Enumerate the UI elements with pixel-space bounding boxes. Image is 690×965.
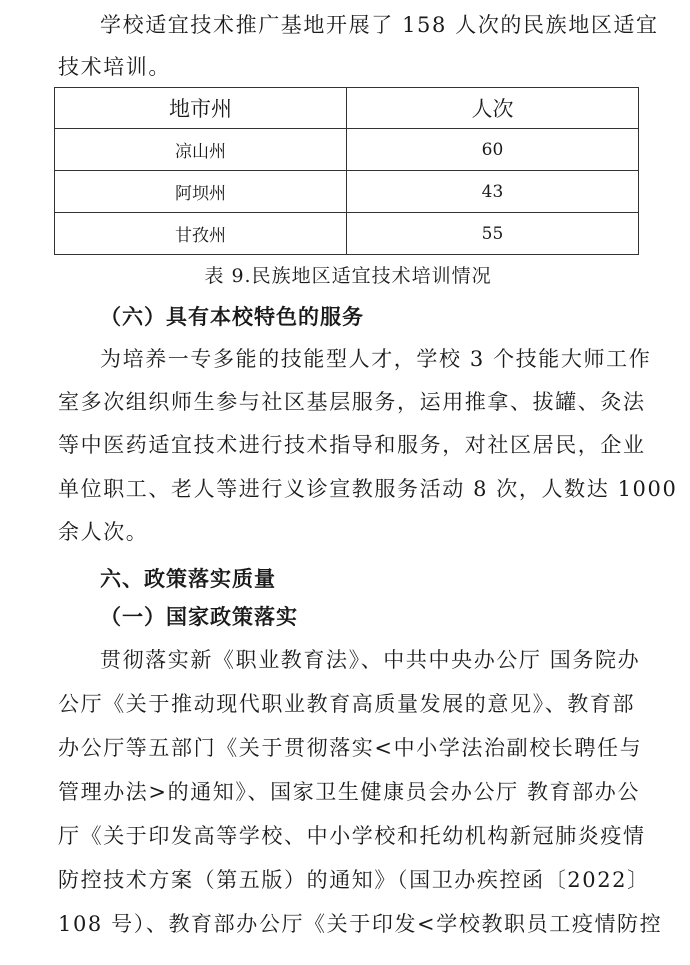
region-cell: 阿坝州 xyxy=(55,171,347,213)
paragraph-line: 办公厅等五部门《关于贯彻落实<中小学法治副校长聘任与 xyxy=(58,736,643,760)
section-heading-national-policy: （一）国家政策落实 xyxy=(100,604,298,629)
paragraph-line: 厅《关于印发高等学校、中小学校和托幼机构新冠肺炎疫情 xyxy=(58,824,646,848)
paragraph-line: 等中医药适宜技术进行技术指导和服务，对社区居民，企业 xyxy=(58,433,646,457)
training-table xyxy=(54,87,639,255)
paragraph-line: 防控技术方案（第五版）的通知》（国卫办疾控函〔2022〕 xyxy=(58,868,650,892)
region-cell: 凉山州 xyxy=(55,129,347,171)
chapter-heading-policy: 六、政策落实质量 xyxy=(100,566,276,591)
intro-line-1: 学校适宜技术推广基地开展了 158 人次的民族地区适宜 xyxy=(100,13,659,37)
paragraph-line: 室多次组织师生参与社区基层服务，运用推拿、拔罐、灸法 xyxy=(58,390,646,414)
paragraph-line: 为培养一专多能的技能型人才，学校 3 个技能大师工作 xyxy=(100,347,652,371)
paragraph-line: 公厅《关于推动现代职业教育高质量发展的意见》、教育部 xyxy=(58,692,636,716)
table-header-row xyxy=(55,88,639,129)
region-cell: 甘孜州 xyxy=(55,213,347,255)
column-header-region: 地市州 xyxy=(55,88,347,129)
paragraph-line: 管理办法>的通知》、国家卫生健康员会办公厅 教育部办公 xyxy=(58,780,640,804)
section-heading-special-services: （六）具有本校特色的服务 xyxy=(100,304,364,329)
intro-line-2: 技术培训。 xyxy=(58,55,171,79)
table-row xyxy=(55,171,639,213)
count-cell: 60 xyxy=(347,129,639,171)
table-row xyxy=(55,129,639,171)
table-caption: 表 9.民族地区适宜技术培训情况 xyxy=(204,265,492,287)
paragraph-line: 单位职工、老人等进行义诊宣教服务活动 8 次，人数达 1000 xyxy=(58,477,678,501)
paragraph-line: 余人次。 xyxy=(58,520,149,544)
column-header-count: 人次 xyxy=(347,88,639,129)
paragraph-line: 贯彻落实新《职业教育法》、中共中央办公厅 国务院办 xyxy=(100,648,641,672)
count-cell: 55 xyxy=(347,213,639,255)
paragraph-line: 108 号）、教育部办公厅《关于印发<学校教职员工疫情防控 xyxy=(58,912,663,936)
table-row xyxy=(55,213,639,255)
count-cell: 43 xyxy=(347,171,639,213)
